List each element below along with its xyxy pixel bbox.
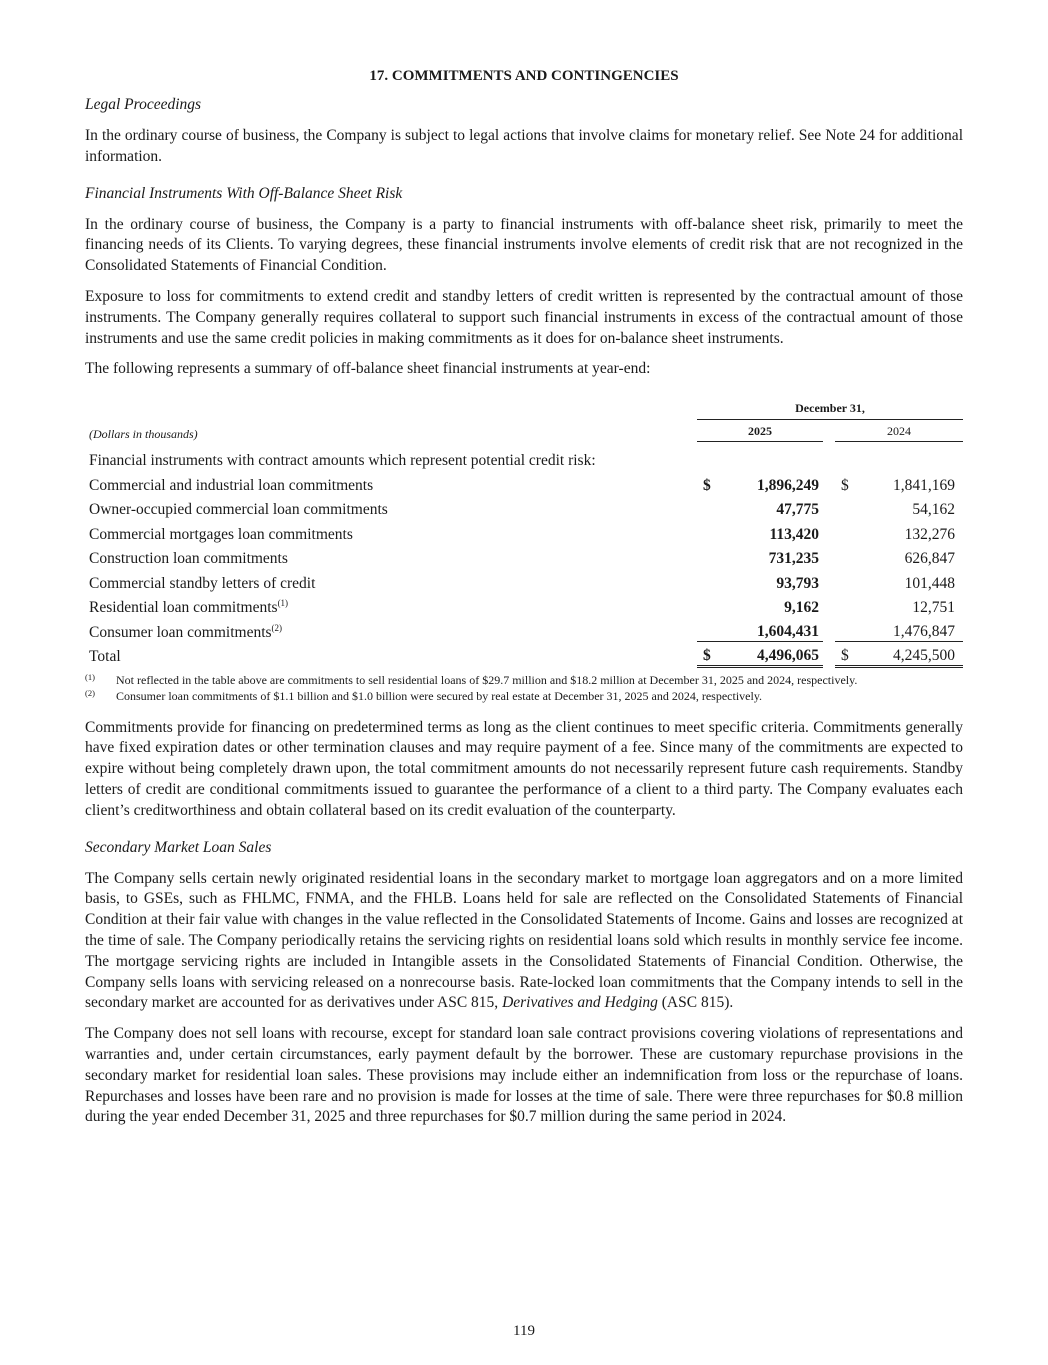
row-label: Commercial mortgages loan commitments: [89, 525, 353, 543]
table-row: [85, 544, 963, 569]
table-row: [85, 617, 963, 642]
value-2024: 54,162: [912, 501, 955, 519]
unit-label: (Dollars in thousands): [89, 426, 198, 441]
total-label: Total: [89, 648, 121, 666]
group-label-row: [85, 442, 963, 471]
table-header-year-row: [85, 420, 963, 442]
footnote-text: Not reflected in the table above are commitments to sell residential loans of $29.7 million and $18.2 million at December 31, 2025 and 2024, respectively.: [116, 672, 858, 687]
page-number: 119: [513, 1323, 535, 1339]
footnote-marker: (1): [277, 598, 289, 609]
value-2025: 1,896,249: [757, 476, 819, 494]
section-title: 17. COMMITMENTS AND CONTINGENCIES: [369, 68, 679, 84]
value-2024: 1,841,169: [893, 476, 955, 494]
table-row: [85, 593, 963, 618]
italic-term: Derivatives and Hedging: [502, 994, 658, 1012]
total-2024: 4,245,500: [859, 642, 963, 667]
row-label: Commercial standby letters of credit: [89, 574, 316, 592]
row-label: Construction loan commitments: [89, 550, 288, 568]
off-balance-paragraph-2: Exposure to loss for commitments to extend credit and standby letters of credit written is represented by the contractual amount of those instruments. The Company generally requires collateral to support such financial instruments in excess of the contractual amount of those instruments and use the same credit policies in making commitments as it does for on-balance sheet instruments.: [85, 287, 963, 347]
footnote-marker: (1): [85, 671, 95, 682]
value-2025: 9,162: [784, 599, 819, 617]
secondary-market-heading: Secondary Market Loan Sales: [85, 838, 272, 856]
year-prior-header: 2024: [835, 420, 963, 442]
table-row: [85, 495, 963, 520]
table-header-period-row: [85, 401, 963, 420]
row-label: Owner-occupied commercial loan commitments: [89, 501, 388, 519]
off-balance-table: [85, 401, 963, 668]
value-2024: 101,448: [904, 574, 955, 592]
currency-symbol: $: [841, 476, 849, 494]
commitments-paragraph: Commitments provide for financing on predetermined terms as long as the client continues to meet specific criteria. Commitments generally have fixed expiration dates or other termination clauses and may require payment of a fee. Since many of the commitments are expected to expire without being completely drawn upon, the total commitment amounts do not necessarily represent future cash requirements. Standby letters of credit are conditional commitments issued to guarantee the performance of a client to a third party. The Company evaluates each client’s creditworthiness and obtain collateral based on its credit evaluation of the counterparty.: [85, 718, 963, 819]
legal-proceedings-heading: Legal Proceedings: [85, 96, 202, 113]
row-label: Residential loan commitments: [89, 599, 278, 617]
total-row: [85, 642, 963, 667]
paragraph-text: The Company sells certain newly originated residential loans in the secondary market to mortgage loan aggregators and on a more limited basis, to GSEs, such as FHLMC, FNMA, and the FHLB. Loans held for sale are reflected on the Consolidated Statements of Financial Condition at their fair value with changes in the value reflected in the Consolidated Statements of Income. Gains and losses are recognized at the time of sale. The Company periodically retains the servicing rights on residential loans sold which results in monthly service fee income. The mortgage servicing rights are included in Intangible assets in the Consolidated Statements of Financial Condition. Otherwise, the Company sells loans with servicing released on a nonrecourse basis. Rate-locked loan commitments that the Company intends to sell in the secondary market are accounted for as derivatives under ASC 815,: [85, 869, 963, 1012]
footnote-text: Consumer loan commitments of $1.1 billion and $1.0 billion were secured by real estate at December 31, 2025 and 2024, respectively.: [116, 688, 763, 703]
currency-symbol: $: [703, 476, 711, 494]
secondary-market-paragraph-2: The Company does not sell loans with recourse, except for standard loan sale contract provisions covering violations of representations and warranties and, under certain circumstances, early payment default by the borrower. These are customary repurchase provisions in the secondary market for residential loan sales. These provisions may include either an indemnification from loss or the repurchase of loans. Repurchases and losses have been rare and no provision is made for losses at the time of sale. There were three repurchases for $0.8 million during the year ended December 31, 2025 and three repurchases for $0.7 million during the same period in 2024.: [85, 1025, 963, 1126]
value-2025: 1,604,431: [721, 617, 823, 642]
table-footnotes: [85, 672, 963, 704]
row-label-with-note: [85, 617, 697, 642]
secondary-market-paragraph-1: [85, 869, 963, 1015]
table-row: [85, 519, 963, 544]
value-2025: 93,793: [776, 574, 819, 592]
row-label: Consumer loan commitments: [89, 623, 272, 641]
value-2024: 132,276: [904, 525, 955, 543]
year-current-header: 2025: [697, 420, 823, 442]
paragraph-text: (ASC 815).: [657, 994, 734, 1012]
footnote: [85, 688, 963, 704]
group-label: Financial instruments with contract amounts which represent potential credit risk:: [89, 452, 596, 470]
footnote-marker: (2): [85, 687, 95, 698]
value-2025: 47,775: [776, 501, 819, 519]
value-2025: 731,235: [768, 550, 819, 568]
value-2024: 626,847: [904, 550, 955, 568]
total-2025: 4,496,065: [721, 642, 823, 667]
period-header: December 31,: [697, 401, 963, 420]
value-2024: 1,476,847: [859, 617, 963, 642]
currency-symbol: $: [697, 642, 721, 667]
value-2024: 12,751: [912, 599, 955, 617]
legal-proceedings-text: In the ordinary course of business, the Company is subject to legal actions that involve claims for monetary relief. See Note 24 for additional information.: [85, 127, 963, 165]
document-page: [85, 68, 963, 1138]
off-balance-paragraph-3: The following represents a summary of off-balance sheet financial instruments at year-end:: [85, 360, 651, 378]
footnote: [85, 672, 963, 688]
off-balance-paragraph-1: In the ordinary course of business, the Company is a party to financial instruments with off-balance sheet risk, primarily to meet the financing needs of its Clients. To varying degrees, these financial instruments involve elements of credit risk that are not recognized in the Consolidated Statements of Financial Condition.: [85, 215, 963, 275]
table-row: [85, 470, 963, 495]
footnote-marker: (2): [271, 622, 283, 633]
row-label-with-note: [85, 593, 697, 618]
row-label: Commercial and industrial loan commitments: [89, 476, 374, 494]
off-balance-heading: Financial Instruments With Off-Balance Sheet Risk: [85, 184, 403, 202]
currency-symbol: $: [835, 642, 859, 667]
table-row: [85, 568, 963, 593]
value-2025: 113,420: [769, 525, 819, 543]
